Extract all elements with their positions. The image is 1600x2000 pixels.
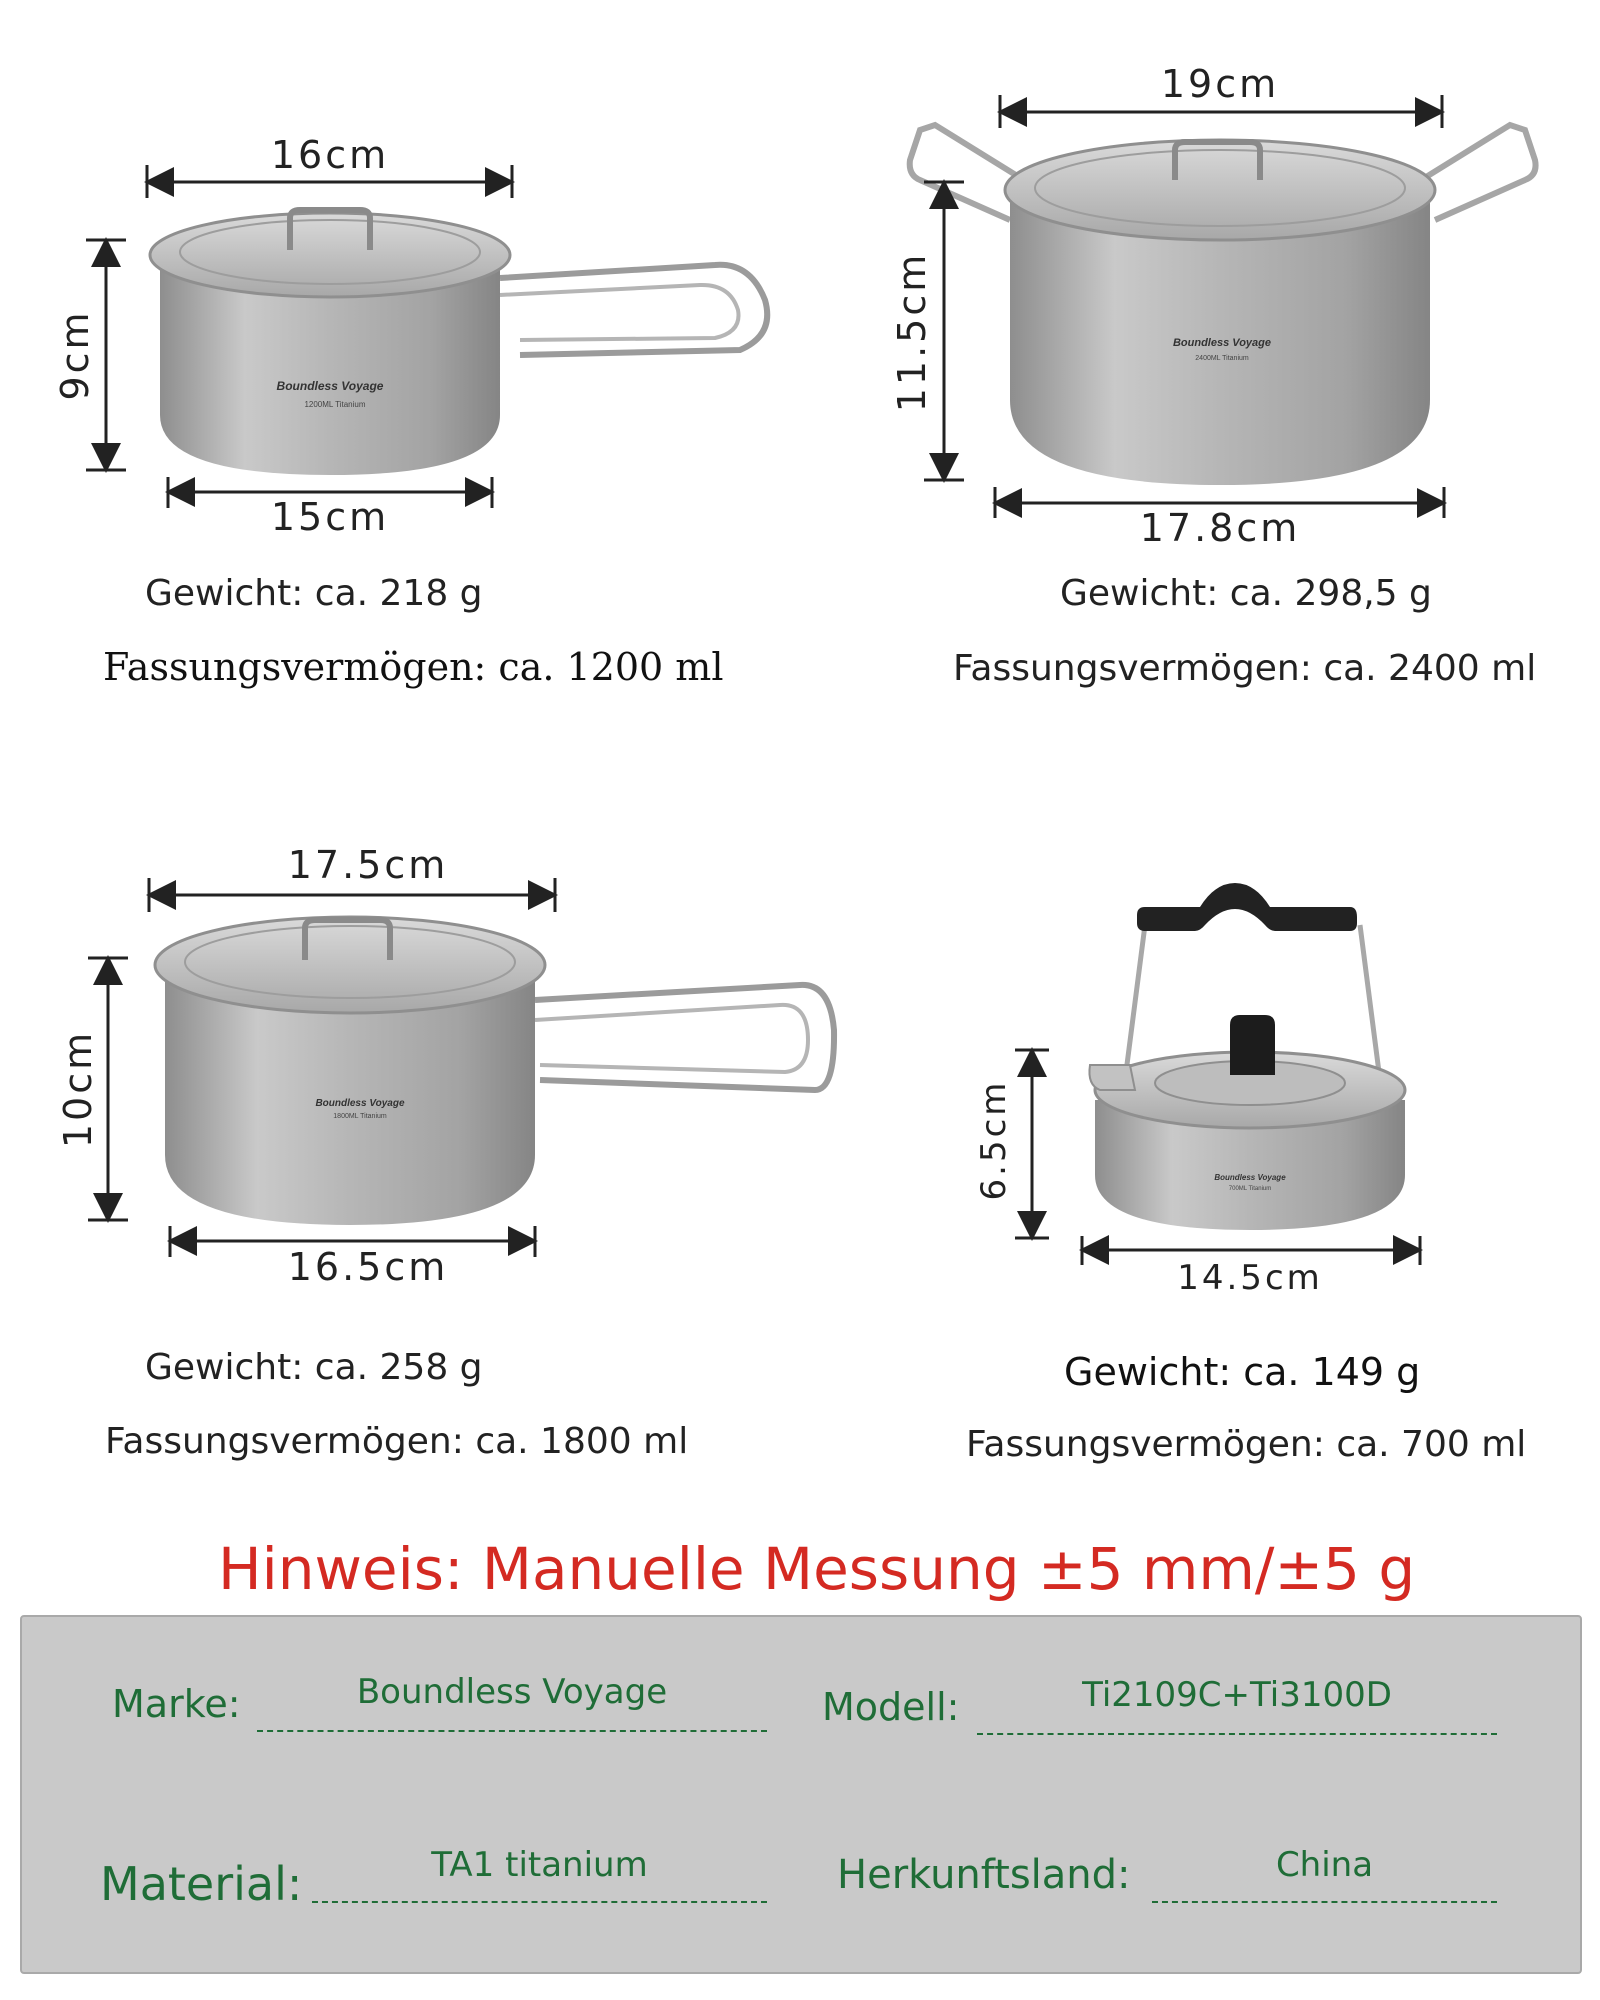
top-width-label: 16cm xyxy=(270,133,390,177)
spec-panel xyxy=(20,1615,1582,1974)
origin-label: Herkunftsland: xyxy=(837,1852,1131,1898)
measurement-note: Hinweis: Manuelle Messung ±5 mm/±5 g xyxy=(218,1535,1416,1603)
pot-1-capacity-mark: 1200ML Titanium xyxy=(304,400,366,409)
height-label: 10cm xyxy=(56,1029,100,1149)
top-width-label: 19cm xyxy=(1160,62,1280,106)
bottom-width-label: 14.5cm xyxy=(1177,1258,1323,1298)
origin-value: China xyxy=(1275,1845,1374,1885)
model-label: Modell: xyxy=(822,1685,960,1729)
weight-text: Gewicht: ca. 218 g xyxy=(145,573,483,614)
height-label: 11.5cm xyxy=(890,251,934,413)
bottom-width-label: 15cm xyxy=(270,495,390,539)
model-underline xyxy=(977,1733,1497,1735)
pot-2-capacity-mark: 2400ML Titanium xyxy=(1195,355,1249,362)
origin-underline xyxy=(1152,1901,1497,1903)
pot-2-brand-mark: Boundless Voyage xyxy=(1172,337,1272,349)
top-width-label: 17.5cm xyxy=(287,843,449,887)
capacity-text: Fassungsvermögen: ca. 700 ml xyxy=(966,1424,1527,1465)
pot-3-brand-mark: Boundless Voyage xyxy=(315,1098,405,1109)
height-label: 9cm xyxy=(53,309,97,401)
kettle-capacity-mark: 700ML Titanium xyxy=(1228,1186,1272,1192)
bottom-width-label: 16.5cm xyxy=(287,1245,449,1289)
weight-text: Gewicht: ca. 149 g xyxy=(1064,1350,1421,1394)
material-label: Material: xyxy=(100,1857,303,1911)
material-value: TA1 titanium xyxy=(431,1845,648,1885)
model-value: Ti2109C+Ti3100D xyxy=(1082,1675,1392,1715)
pot-1-brand-mark: Boundless Voyage xyxy=(276,379,384,393)
brand-value: Boundless Voyage xyxy=(356,1672,668,1712)
capacity-text: Fassungsvermögen: ca. 1200 ml xyxy=(103,645,724,689)
material-underline xyxy=(312,1901,767,1903)
capacity-text: Fassungsvermögen: ca. 1800 ml xyxy=(105,1421,689,1462)
brand-underline xyxy=(257,1730,767,1732)
kettle-brand-mark: Boundless Voyage xyxy=(1214,1173,1286,1182)
bottom-width-label: 17.8cm xyxy=(1139,506,1301,550)
weight-text: Gewicht: ca. 258 g xyxy=(145,1347,483,1388)
height-label: 6.5cm xyxy=(974,1079,1014,1201)
weight-text: Gewicht: ca. 298,5 g xyxy=(1060,573,1432,614)
brand-label: Marke: xyxy=(112,1682,241,1726)
capacity-text: Fassungsvermögen: ca. 2400 ml xyxy=(953,648,1537,689)
pot-3-capacity-mark: 1800ML Titanium xyxy=(333,1113,387,1120)
